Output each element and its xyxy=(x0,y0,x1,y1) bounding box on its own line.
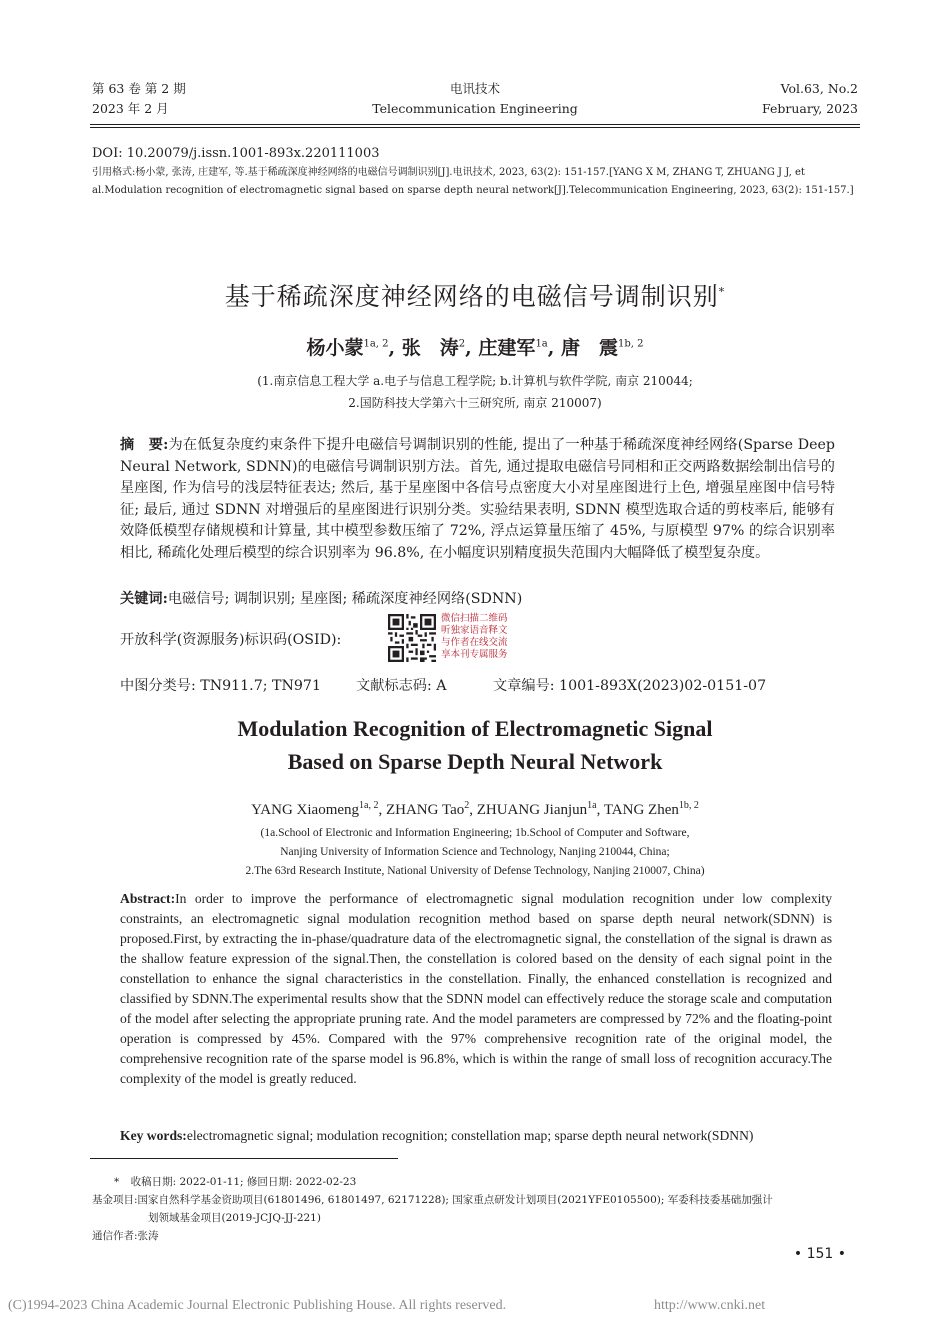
author-affil: 1a, 2 xyxy=(359,800,379,811)
abstract-cn-label: 摘 要: xyxy=(120,437,169,453)
citation xyxy=(92,164,862,200)
copyright-footer: (C)1994-2023 China Academic Journal Electronic Publishing House. All rights reserved. xyxy=(8,1298,507,1313)
author-name: ZHUANG Jianjun xyxy=(476,802,588,818)
author-separator: , xyxy=(596,802,601,818)
footnote-mark: * xyxy=(114,1176,120,1188)
authors-en xyxy=(0,800,950,819)
author-name: 唐 震 xyxy=(561,337,619,359)
author-separator: , xyxy=(378,802,383,818)
qr-note-line: 与作者在线交流 xyxy=(441,637,508,648)
header-journal-en: Telecommunication Engineering xyxy=(372,101,578,116)
affiliation-en-1: (1a.School of Electronic and Information Engineering; 1b.School of Computer and Software, xyxy=(260,827,690,839)
author-affil: 2 xyxy=(464,800,470,811)
author-affil: 1a xyxy=(535,338,548,350)
cnki-link[interactable]: http://www.cnki.net xyxy=(654,1298,766,1313)
fund-text: 国家自然科学基金资助项目(61801496, 61801497, 62171228); 国家重点研发计划项目(2021YFE0105500); 军委科技委基础加强计 xyxy=(137,1194,773,1206)
received-date xyxy=(114,1173,356,1191)
qr-code-icon[interactable] xyxy=(388,614,436,662)
header-volume: 第 63 卷 第 2 期 xyxy=(92,81,186,96)
fund-info xyxy=(92,1191,773,1209)
affiliation-en-3: 2.The 63rd Research Institute, National University of Defense Technology, Nanjing 210007, China) xyxy=(245,865,705,877)
qr-note-line: 享本刊专属服务 xyxy=(441,649,508,660)
header-rule xyxy=(90,124,860,125)
article-number: 文章编号: 1001-893X(2023)02-0151-07 xyxy=(493,678,767,694)
paper-title-en-2: Based on Sparse Depth Neural Network xyxy=(287,749,663,774)
header-date-en: February, 2023 xyxy=(761,101,858,116)
abstract-en-label: Abstract: xyxy=(120,891,176,906)
keywords-cn-label: 关键词: xyxy=(120,591,168,607)
header-date: 2023 年 2 月 xyxy=(92,101,169,116)
abstract-en-text: In order to improve the performance of electromagnetic signal modulation recognition under low complexity constraints, an electromagnetic signal modulation recognition method based on sparse depth neural network(SDNN) is proposed.First, by extracting the in-phase/quadrature data of the electromagnetic signal, the constellation of the signal is drawn as the shallow feature expression of the signal.Then, the constellation is colored based on the density of each signal point in the constellation to enhance the signal characteristics in the constellation. Finally, the enhanced constellation is recognized and classified by SDNN.The experimental results show that the SDNN model can effectively reduce the storage scale and computation of the model after selecting the appropriate pruning rate. And the model parameters are compressed by 72% and the floating-point operation is compressed by 45%. Compared with the 97% comprehensive recognition rate of the original model, the comprehensive recognition rate of the sparse model is 96.8%, which is within the range of small loss of recognition accuracy.The complexity of the model is greatly reduced. xyxy=(120,891,832,1086)
keywords-en xyxy=(120,1128,753,1144)
qr-note-line: 微信扫描二维码 xyxy=(441,613,508,624)
author-name: 庄建军 xyxy=(478,337,536,359)
abstract-cn xyxy=(120,435,835,564)
fund-info-cont: 划领域基金项目(2019-JCJQ-JJ-221) xyxy=(148,1212,321,1224)
citation-text: 杨小蒙, 张涛, 庄建军, 等.基于稀疏深度神经网络的电磁信号调制识别[J].电讯技术, 2023, 63(2): 151-157.[YANG X M, ZHANG T, ZHUANG J J, et al.Modulation recognition of electromagnetic signal based on sparse depth neural network[J].Telecommunication Engineering, 2023, 63(2): 151-157.] xyxy=(92,167,854,196)
affiliation-cn-1: (1.南京信息工程大学 a.电子与信息工程学院; b.计算机与软件学院, 南京 210044; xyxy=(257,374,693,388)
author-affil: 1a, 2 xyxy=(363,338,389,350)
corresponding-label: 通信作者: xyxy=(92,1230,138,1242)
citation-label: 引用格式: xyxy=(92,167,136,178)
keywords-en-label: Key words: xyxy=(120,1128,187,1143)
header-volume-en: Vol.63, No.2 xyxy=(780,81,858,96)
fund-label: 基金项目: xyxy=(92,1194,138,1206)
abstract-cn-text: 为在低复杂度约束条件下提升电磁信号调制识别的性能, 提出了一种基于稀疏深度神经网络(Sparse Deep Neural Network, SDNN)的电磁信号调制识别方法。首先, 通过提取电磁信号同相和正交两路数据绘制出信号的星座图, 作为信号的浅层特征表达; 然后, 基于星座图中各信号点密度大小对星座图进行上色, 增强星座图中信号特征; 最后, 通过 SDNN 对增强后的星座图进行识别分类。实验结果表明, SDNN 模型选取合适的剪枝率后, 能够有效降低模型存储规模和计算量, 其中模型参数压缩了 72%, 浮点运算量压缩了 45%, 与原模型 97% 的综合识别率相比, 稀疏化处理后模型的综合识别率为 96.8%, 在小幅度识别精度损失范围内大幅降低了模型复杂度。 xyxy=(120,437,835,561)
osid-label: 开放科学(资源服务)标识码(OSID): xyxy=(120,632,342,648)
qr-note-line: 听独家语音释文 xyxy=(441,625,508,636)
clc-number: 中图分类号: TN911.7; TN971 xyxy=(120,678,321,694)
keywords-cn-text: 电磁信号; 调制识别; 星座图; 稀疏深度神经网络(SDNN) xyxy=(167,591,523,607)
author-name: ZHANG Tao xyxy=(385,802,465,818)
received-text: 收稿日期: 2022-01-11; 修回日期: 2022-02-23 xyxy=(130,1176,357,1188)
author-separator: , xyxy=(469,802,473,818)
title-footnote-mark: * xyxy=(718,285,726,299)
author-separator: , xyxy=(465,337,472,359)
footnote-rule xyxy=(90,1158,398,1159)
title-text: 基于稀疏深度神经网络的电磁信号调制识别 xyxy=(224,282,719,311)
header-rule-2 xyxy=(90,127,860,128)
paper-title-cn xyxy=(0,277,950,313)
keywords-en-text: electromagnetic signal; modulation recognition; constellation map; sparse depth neural network(SDNN) xyxy=(186,1128,754,1143)
qr-note xyxy=(441,613,508,661)
keywords-cn xyxy=(120,588,522,608)
affiliation-en-2: Nanjing University of Information Science and Technology, Nanjing 210044, China; xyxy=(280,846,670,858)
author-name: YANG Xiaomeng xyxy=(251,802,360,818)
author-affil: 2 xyxy=(458,338,466,350)
corresponding-author xyxy=(92,1227,159,1245)
affiliation-cn-2: 2.国防科技大学第六十三研究所, 南京 210007) xyxy=(348,396,602,410)
author-name: TANG Zhen xyxy=(603,802,679,818)
document-code: 文献标志码: A xyxy=(356,678,447,694)
author-separator: , xyxy=(547,337,555,359)
doi: DOI: 10.20079/j.issn.1001-893x.220111003 xyxy=(92,146,380,161)
abstract-en xyxy=(120,889,832,1089)
author-affil: 1b, 2 xyxy=(678,800,699,811)
author-separator: , xyxy=(388,337,396,359)
page-number: • 151 • xyxy=(793,1246,846,1262)
corresponding-name: 张涛 xyxy=(137,1230,159,1242)
authors-cn xyxy=(0,333,950,360)
header-journal-cn: 电讯技术 xyxy=(449,81,500,96)
author-affil: 1a xyxy=(587,800,597,811)
author-name: 杨小蒙 xyxy=(306,337,364,359)
author-name: 张 涛 xyxy=(401,337,459,359)
author-affil: 1b, 2 xyxy=(618,338,644,350)
paper-title-en-1: Modulation Recognition of Electromagnetic Signal xyxy=(237,716,713,741)
